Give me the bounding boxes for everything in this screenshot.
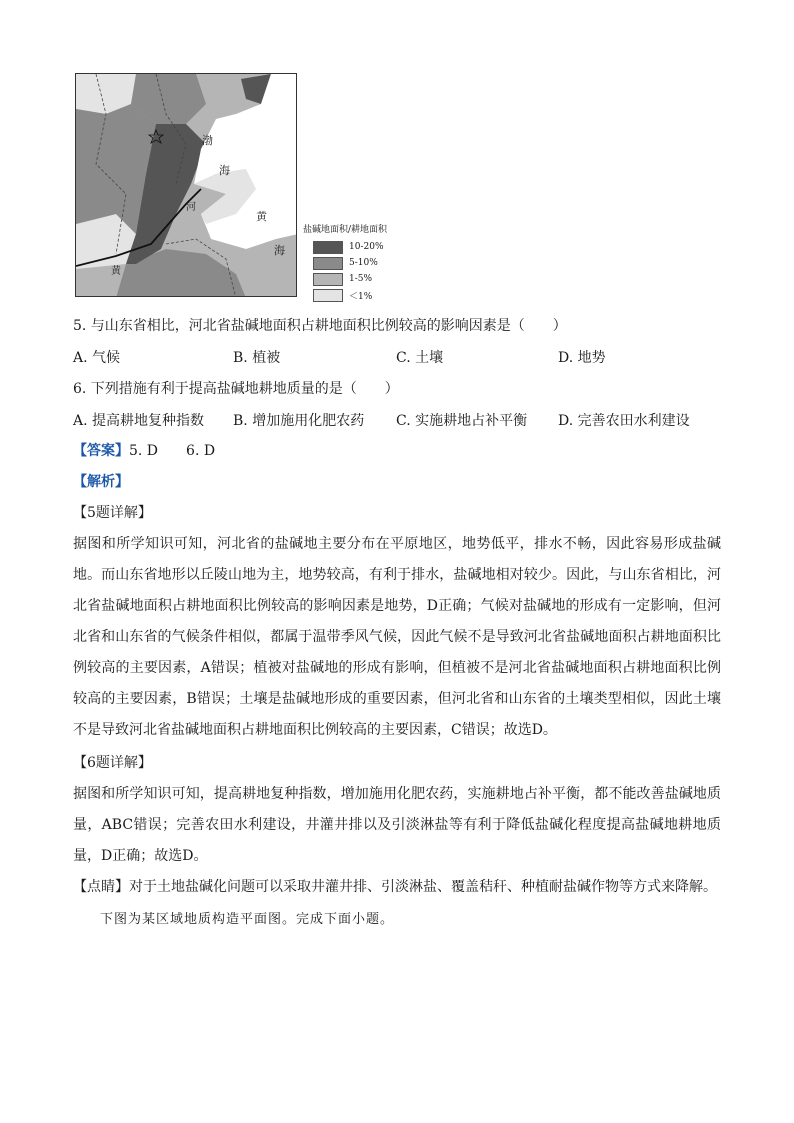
detail-6-heading: 【6题详解】 xyxy=(73,755,152,771)
q5-option-d[interactable]: D. 地势 xyxy=(558,350,606,366)
legend-item xyxy=(303,239,403,255)
legend-swatch xyxy=(313,257,343,270)
q5-option-b[interactable]: B. 植被 xyxy=(233,350,281,366)
answer-tag: 【答案】 xyxy=(73,443,129,459)
legend-label: 10-20% xyxy=(349,242,384,252)
legend-item xyxy=(303,271,403,287)
analysis-tag: 【解析】 xyxy=(73,474,129,490)
tip-text: 对于土地盐碱化问题可以采取井灌井排、引淡淋盐、覆盖秸秆、种植耐盐碱作物等方式来降解。 xyxy=(129,879,717,895)
question-5-stem: 5. 与山东省相比，河北省盐碱地面积占耕地面积比例较高的影响因素是（ ） xyxy=(73,318,567,334)
salinization-map xyxy=(75,73,297,297)
legend-label: 1-5% xyxy=(349,274,373,284)
map-label-he: 河 xyxy=(186,202,196,213)
detail-5-heading: 【5题详解】 xyxy=(73,505,152,521)
legend-title: 盐碱地面积/耕地面积 xyxy=(303,225,388,235)
legend-label: ＜1% xyxy=(349,291,373,302)
answer-text: 5. D 6. D xyxy=(129,443,216,459)
map-label-huang: 黄 xyxy=(111,266,121,277)
answer-line xyxy=(73,441,215,461)
map-label-bohai-2: 海 xyxy=(219,164,230,177)
tip-tag: 【点睛】 xyxy=(73,879,129,895)
legend-swatch xyxy=(313,273,343,286)
q6-option-d[interactable]: D. 完善农田水利建设 xyxy=(558,413,690,429)
map-label-huanghai-2: 海 xyxy=(274,244,285,257)
legend-label: 5-10% xyxy=(349,258,378,268)
analysis-line xyxy=(73,472,129,492)
next-question-intro: 下图为某区域地质构造平面图。完成下面小题。 xyxy=(100,912,395,927)
tip-line xyxy=(73,877,717,897)
legend-swatch xyxy=(313,241,343,254)
map-graphic xyxy=(76,74,297,297)
legend-item xyxy=(303,287,403,303)
q5-option-c[interactable]: C. 土壤 xyxy=(396,350,444,366)
q6-option-a[interactable]: A. 提高耕地复种指数 xyxy=(73,413,205,429)
legend-swatch xyxy=(313,289,343,302)
question-6-stem: 6. 下列措施有利于提高盐碱地耕地质量的是（ ） xyxy=(73,381,399,397)
map-label-bohai-1: 渤 xyxy=(202,134,213,147)
q6-option-b[interactable]: B. 增加施用化肥农药 xyxy=(233,413,365,429)
q5-option-a[interactable]: A. 气候 xyxy=(73,350,121,366)
detail-5-text: 据图和所学知识可知，河北省的盐碱地主要分布在平原地区，地势低平，排水不畅，因此容易形成盐碱地。而山东省地形以丘陵山地为主，地势较高，有利于排水，盐碱地相对较少。因此，与山东省相比，河北省盐碱地面积占耕地面积比例较高的影响因素是地势，D正确；气候对盐碱地的形成有一定影响，但河北省和山东省的气候条件相似，都属于温带季风气候，因此气候不是导致河北省盐碱地面积占耕地面积比例较高的主要因素，A错误；植被对盐碱地的形成有影响，但植被不是河北省盐碱地面积占耕地面积比例较高的主要因素，B错误；土壤是盐碱地形成的重要因素，但河北省和山东省的土壤类型相似，因此土壤不是导致河北省盐碱地面积占耕地面积比例较高的主要因素，C错误；故选D。 xyxy=(73,536,721,738)
map-legend xyxy=(303,222,403,303)
q6-option-c[interactable]: C. 实施耕地占补平衡 xyxy=(396,413,528,429)
map-label-huanghai-1: 黄 xyxy=(256,210,267,223)
legend-item xyxy=(303,255,403,271)
detail-6-text: 据图和所学知识可知，提高耕地复种指数，增加施用化肥农药，实施耕地占补平衡，都不能改善盐碱地质量，ABC错误；完善农田水利建设，井灌井排以及引淡淋盐等有利于降低盐碱化程度提高盐碱地耕地质量，D正确；故选D。 xyxy=(73,786,721,864)
